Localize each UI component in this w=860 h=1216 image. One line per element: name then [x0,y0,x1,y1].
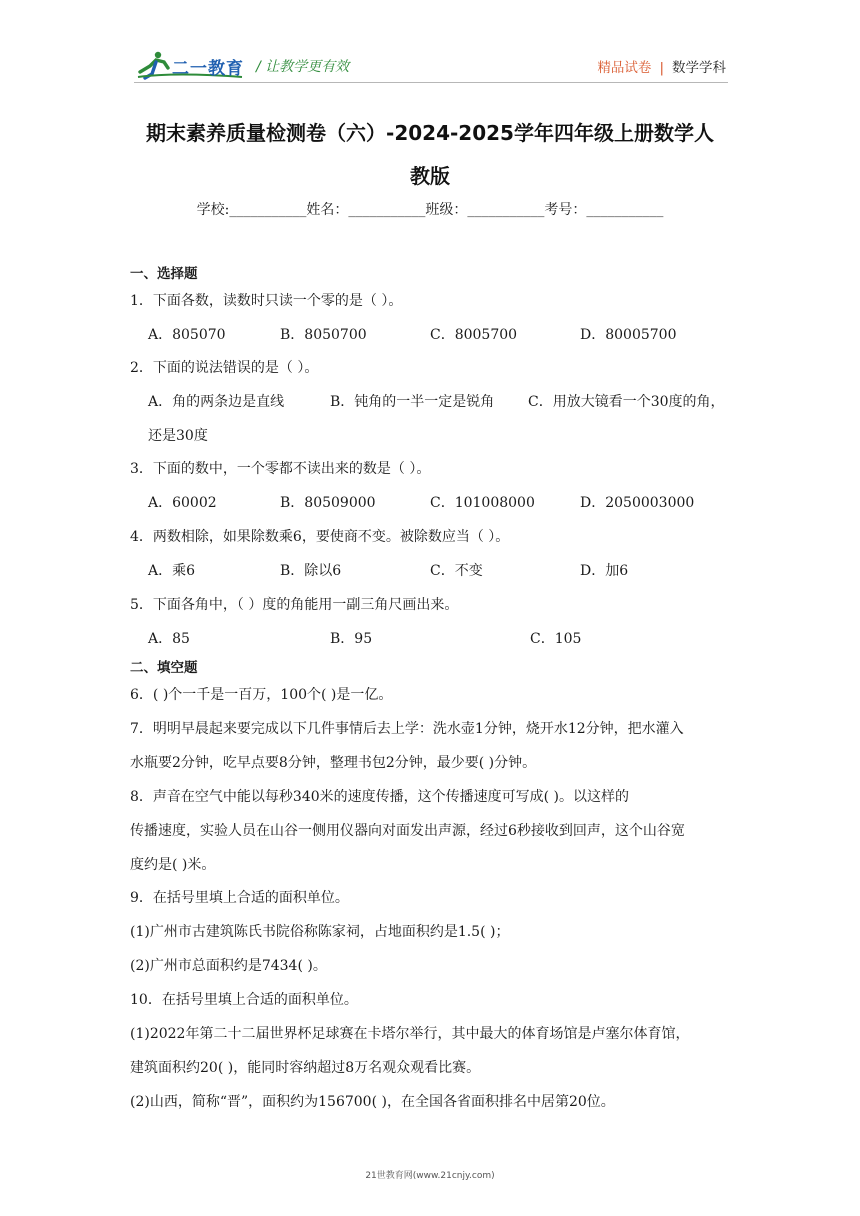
q3-option-a: A．60002 [148,495,217,511]
question-10-sub1-line2: 建筑面积约20( )，能同时容纳超过8万名观众观看比赛。 [130,1060,481,1076]
q2-option-b: B．钝角的一半一定是锐角 [330,394,495,410]
page-footer: 21世教育网(www.21cnjy.com) [365,1171,495,1181]
page-title-cont: 教版 [410,164,450,188]
q4-option-a: A．乘6 [148,563,196,579]
q3-option-c: C．101008000 [430,495,535,511]
q2-option-c-cont: 还是30度 [148,428,208,444]
q3-option-d: D．2050003000 [580,495,695,511]
logo-text: 二一教育 [172,59,244,79]
page-title: 期末素养质量检测卷（六）-2024-2025学年四年级上册数学人 [146,121,714,145]
question-8-line1: 8．声音在空气中能以每秒340米的速度传播，这个传播速度可写成( )。以这样的 [130,789,630,805]
question-3-stem: 3．下面的数中，一个零都不读出来的数是（ ）。 [130,461,431,477]
q1-option-b: B．8050700 [280,327,367,343]
slogan: / 让教学更有效 [256,59,350,75]
q2-option-c: C．用放大镜看一个30度的角， [528,394,725,410]
q1-option-d: D．80005700 [580,327,677,343]
q4-option-c: C．不变 [430,563,483,579]
header-tags [597,56,726,76]
header-separator: | [659,60,664,76]
question-7-line1: 7．明明早晨起来要完成以下几件事情后去上学：洗水壶1分钟，烧开水12分钟，把水灌入 [130,721,684,737]
q2-option-a: A．角的两条边是直线 [148,394,285,410]
question-9-sub1: (1)广州市古建筑陈氏书院俗称陈家祠，占地面积约是1.5( )； [130,924,510,940]
header-divider [134,82,728,83]
question-8-line3: 度约是( )米。 [130,857,216,873]
q3-option-b: B．80509000 [280,495,376,511]
question-8-line2: 传播速度，实验人员在山谷一侧用仪器向对面发出声源，经过6秒接收到回声，这个山谷宽 [130,823,685,839]
question-6: 6．( )个一千是一百万，100个( )是一亿。 [130,687,393,703]
question-4-stem: 4．两数相除，如果除数乘6，要使商不变。被除数应当（ ）。 [130,529,510,545]
question-9-sub2: (2)广州市总面积约是7434( )。 [130,958,327,974]
question-10-sub2: (2)山西，简称“晋”，面积约为156700( )，在全国各省面积排名中居第20位。 [130,1094,615,1110]
question-5-stem: 5．下面各角中，（ ）度的角能用一副三角尺画出来。 [130,597,459,613]
section-heading-fill: 二、填空题 [130,660,198,676]
q4-option-d: D．加6 [580,563,629,579]
question-10-sub1-line1: (1)2022年第二十二届世界杯足球赛在卡塔尔举行，其中最大的体育场馆是卢塞尔体育馆， [130,1026,690,1042]
page-header [0,0,860,90]
question-10-stem: 10．在括号里填上合适的面积单位。 [130,992,358,1008]
tag-math-subject: 数学学科 [672,60,726,76]
question-7-line2: 水瓶要2分钟，吃早点要8分钟，整理书包2分钟，最少要( )分钟。 [130,755,537,771]
tag-premium-paper: 精品试卷 [597,60,652,76]
q5-option-a: A．85 [148,631,190,647]
q5-option-b: B．95 [330,631,373,647]
q1-option-a: A．805070 [148,327,226,343]
student-info-line: 学校:___________姓名：___________班级：___________考号：___________ [196,202,664,218]
question-2-stem: 2．下面的说法错误的是（ ）。 [130,360,319,376]
section-heading-choice: 一、选择题 [130,266,198,282]
q1-option-c: C．8005700 [430,327,518,343]
q5-option-c: C．105 [530,631,582,647]
question-9-stem: 9．在括号里填上合适的面积单位。 [130,890,349,906]
question-1-stem: 1．下面各数，读数时只读一个零的是（ ）。 [130,293,403,309]
q4-option-b: B．除以6 [280,563,342,579]
